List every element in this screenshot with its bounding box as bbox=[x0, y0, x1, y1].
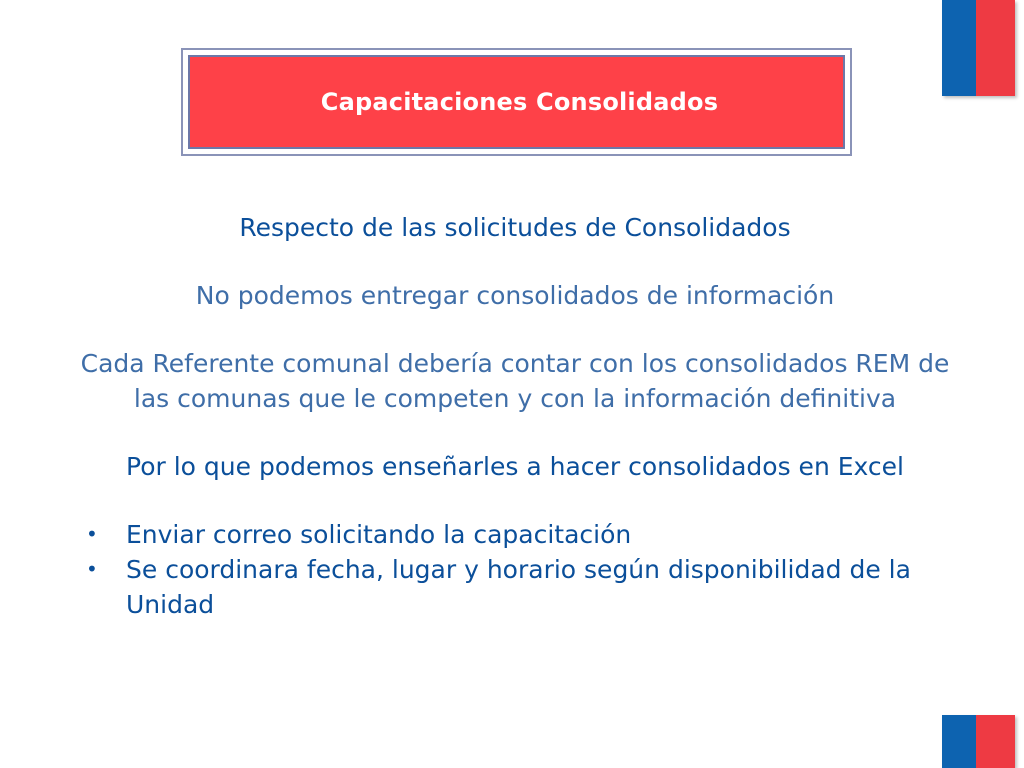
no-delivery-text: No podemos entregar consolidados de información bbox=[195, 281, 835, 310]
flag-stripes-bottom bbox=[942, 715, 1015, 768]
slide-body bbox=[70, 210, 960, 622]
flag-stripe-blue bbox=[942, 0, 976, 96]
bullet-icon: • bbox=[86, 557, 98, 581]
flag-stripe-blue bbox=[942, 715, 976, 768]
excel-text: Por lo que podemos enseñarles a hacer consolidados en Excel bbox=[126, 452, 904, 481]
bullet-list bbox=[70, 517, 960, 622]
bullet-text: Se coordinara fecha, lugar y horario según disponibilidad de la Unidad bbox=[126, 555, 911, 619]
flag-stripe-red bbox=[976, 0, 1015, 96]
list-item bbox=[70, 552, 960, 622]
title-frame bbox=[181, 48, 852, 156]
flag-stripe-red bbox=[976, 715, 1015, 768]
referente-text: Cada Referente comunal debería contar con los consolidados REM de las comunas que le competen y con la información definitiva bbox=[80, 349, 950, 413]
bullet-icon: • bbox=[86, 522, 98, 546]
flag-stripes-top bbox=[942, 0, 1015, 96]
intro-text: Respecto de las solicitudes de Consolidados bbox=[239, 213, 791, 242]
bullet-text: Enviar correo solicitando la capacitación bbox=[126, 520, 632, 549]
title-box bbox=[188, 55, 845, 149]
list-item bbox=[70, 517, 960, 552]
slide-title: Capacitaciones Consolidados bbox=[320, 88, 719, 116]
